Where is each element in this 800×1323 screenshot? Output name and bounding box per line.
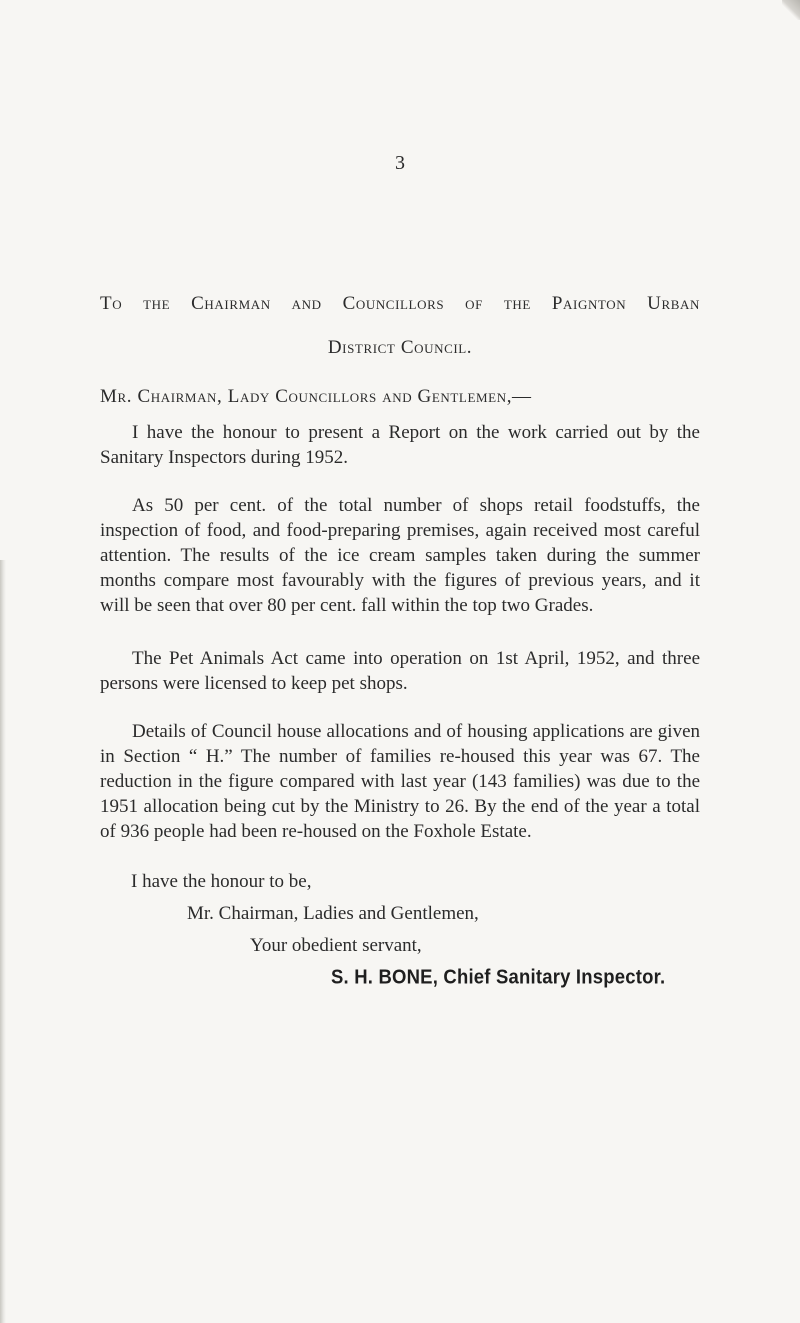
salutation: Mr. Chairman, Lady Councillors and Gentlemen,—	[100, 386, 532, 407]
page-corner-fold	[782, 0, 800, 20]
closing-line-1: I have the honour to be,	[131, 871, 312, 892]
paragraph-3: The Pet Animals Act came into operation on 1st April, 1952, and three persons were licensed to keep pet shops.	[100, 648, 700, 694]
closing-line-2: Mr. Chairman, Ladies and Gentlemen,	[187, 903, 479, 924]
paragraph-4: Details of Council house allocations and of housing applications are given in Section “ H.” The number of families re-housed this year was 67. The reduction in the figure compared with last year (143 families) was due to the 1951 allocation being cut by the Ministry to 26. By the end of the year a total of 936 people had been re-housed on the Foxhole Estate.	[100, 721, 700, 842]
paragraph-2: As 50 per cent. of the total number of shops retail foodstuffs, the inspection of food, and food-preparing premises, again received most careful attention. The results of the ice cream samples taken during the summer months compare most favourably with the figures of previous years, and it will be seen that over 80 per cent. fall within the top two Grades.	[100, 495, 700, 616]
address-line-2: District Council.	[327, 337, 473, 358]
address-line-1: To the Chairman and Councillors of the Paignton Urban	[100, 293, 700, 314]
page-number: 3	[395, 152, 405, 174]
paragraph-1: I have the honour to present a Report on the work carried out by the Sanitary Inspectors during 1952.	[100, 422, 700, 468]
signature: S. H. BONE, Chief Sanitary Inspector.	[331, 965, 666, 988]
closing-line-3: Your obedient servant,	[250, 935, 422, 956]
page-edge-shadow	[0, 560, 6, 1323]
